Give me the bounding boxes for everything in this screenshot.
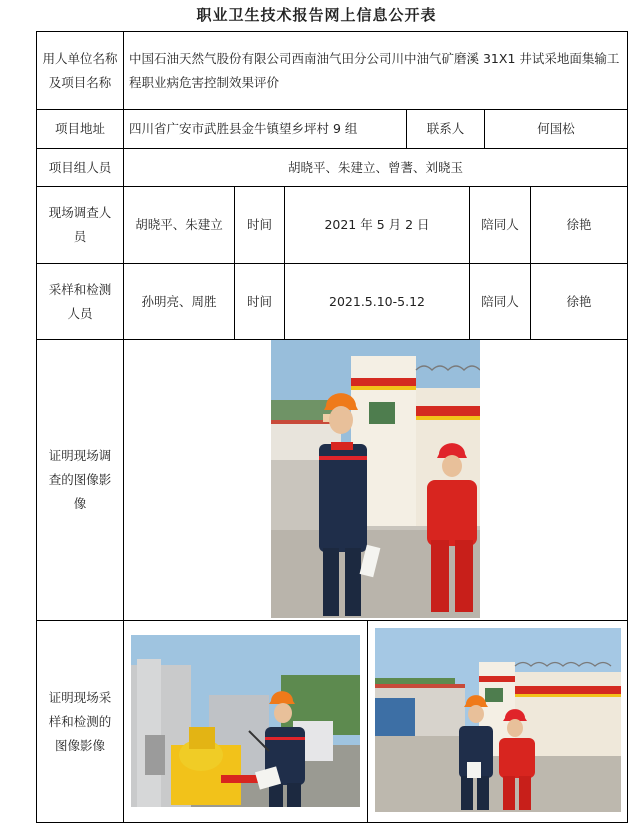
table-border — [367, 620, 368, 822]
table-border — [627, 31, 628, 823]
employer-value: 中国石油天然气股份有限公司西南油气田分公司川中油气矿磨溪 31X1 井试采地面集输工程职业病危害控制效果评价 — [129, 50, 620, 90]
sampling-photo-right — [375, 628, 621, 812]
sampling-time-label: 时间 — [246, 293, 272, 309]
survey-label: 现场调查人员 — [48, 205, 112, 244]
sampling-label: 采样和检测人员 — [48, 281, 112, 321]
survey-time-label: 时间 — [246, 217, 272, 232]
page-title: 职业卫生技术报告网上信息公开表 — [196, 6, 437, 24]
survey-companion: 徐艳 — [566, 217, 592, 232]
survey-people: 胡晓平、朱建立 — [135, 217, 223, 232]
sampling-companion: 徐艳 — [566, 293, 592, 309]
address-label: 项目地址 — [54, 121, 105, 136]
team-value: 胡晓平、朱建立、曾蓍、刘晓玉 — [287, 159, 463, 175]
table-border — [36, 620, 628, 621]
sampling-people: 孙明亮、周胜 — [141, 293, 217, 309]
table-border — [36, 822, 628, 823]
sampling-image-label: 证明现场采样和检测的图像影像 — [48, 689, 112, 753]
team-label: 项目组人员 — [48, 159, 112, 175]
contact-label: 联系人 — [426, 121, 465, 136]
sampling-time: 2021.5.10-5.12 — [329, 293, 425, 309]
employer-label: 用人单位名称及项目名称 — [42, 50, 118, 90]
sampling-photo-left — [131, 635, 360, 807]
sampling-companion-label: 陪同人 — [481, 293, 519, 309]
contact-value: 何国松 — [537, 121, 575, 136]
survey-companion-label: 陪同人 — [481, 217, 519, 232]
survey-time: 2021 年 5 月 2 日 — [324, 217, 430, 232]
address-value: 四川省广安市武胜县金牛镇望乡坪村 9 组 — [129, 121, 358, 136]
survey-image-label: 证明现场调查的图像影像 — [48, 448, 112, 511]
survey-photo — [271, 340, 480, 618]
